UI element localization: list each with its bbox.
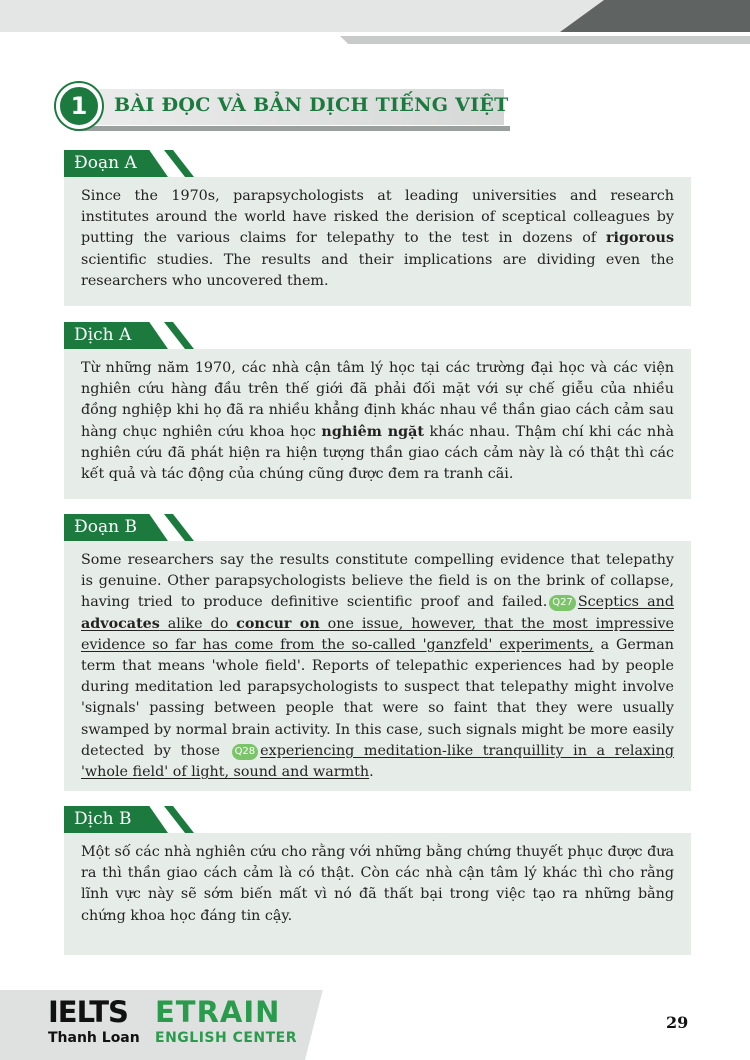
paragraph-box-dich-b [64,833,691,955]
ielts-logo: IELTS [48,995,128,1029]
paragraph-tag-dich-a [64,322,194,349]
paragraph-label: Đoạn A [74,153,137,173]
paragraph-label: Dịch A [74,325,132,345]
paragraph-text: Some researchers say the results constitute compelling evidence that telepathy is genuine. Other parapsychologists believe the field is on the brink of collapse, having tried to produce definitive scientific proof and failed. Q27 Sceptics and advocates alike do concur on one issue, however, that the most impressive evidence so far has come from the so-called 'ganzfeld' experiments, a German term that means 'whole field'. Reports of telepathic experiences had by people during meditation led parapsychologists to suspect that telepathy might involve 'signals' passing between people that were so faint that they were usually swamped by normal brain activity. In this case, such signals might be more easily detected by those Q28 experiencing meditation-like tranquillity in a relaxing 'whole field' of light, sound and warmth. [81,552,675,781]
section-title: BÀI ĐỌC VÀ BẢN DỊCH TIẾNG VIỆT [114,94,509,116]
paragraph-tag-a [64,150,194,177]
page-number: 29 [666,1013,689,1032]
header-rule [340,36,750,44]
section-number-badge: 1 [56,83,102,129]
paragraph-tag-b [64,514,194,541]
section-heading [56,85,509,131]
paragraph-box-dich-a [64,349,691,499]
answer-evidence: Sceptics and advocates alike do concur on one issue, however, that the most impressive evidence so far has come from the so-called 'ganzfeld' experiments, [81,594,675,653]
paragraph-label: Dịch B [74,809,132,829]
answer-evidence: experiencing meditation-like tranquillity in a relaxing 'whole field' of light, sound and warmth [81,742,675,781]
question-badge: Q27 [549,595,576,611]
paragraph-label: Đoạn B [74,517,137,537]
paragraph-text: Một số các nhà nghiên cứu cho rằng với những bằng chứng thuyết phục được đưa ra thì thần giao cách cảm là có thật. Còn các nhà cận tâm lý khác thì cho rằng lĩnh vực này sẽ sớm biến mất vì nó đã thất bại trong việc tạo ra những bằng chứng khoa học đáng tin cậy. [81,844,674,924]
paragraph-box-b [64,541,691,791]
paragraph-box-a [64,177,691,306]
question-badge: Q28 [232,744,259,760]
etrain-logo-subtitle: ENGLISH CENTER [155,1030,298,1046]
paragraph-tag-dich-b [64,806,194,833]
etrain-logo: ETRAIN [155,995,281,1029]
paragraph-text: Since the 1970s, parapsychologists at leading universities and research institutes around the world have risked the derision of sceptical colleagues by putting the various claims for telepathy to the test in dozens of rigorous scientific studies. The results and their implications are dividing even the researchers who uncovered them. [81,188,674,289]
key-vocabulary: nghiêm ngặt [321,423,425,440]
key-vocabulary: rigorous [605,230,674,247]
ielts-logo-subtitle: Thanh Loan [48,1030,140,1046]
paragraph-text: Từ những năm 1970, các nhà cận tâm lý học tại các trường đại học và các viện nghiên cứu hàng đầu trên thế giới đã phải đối mặt với sự chế giễu của nhiều đồng nghiệp khi họ đã ra nhiều khẳng định khác nhau về thần giao cách cảm sau hàng chục nghiên cứu khoa học nghiêm ngặt khác nhau. Thậm chí khi các nhà nghiên cứu đã phát hiện ra hiện tượng thần giao cách cảm này là có thật thì các kết quả và tác động của chúng cũng được đem ra tranh cãi. [81,360,674,483]
